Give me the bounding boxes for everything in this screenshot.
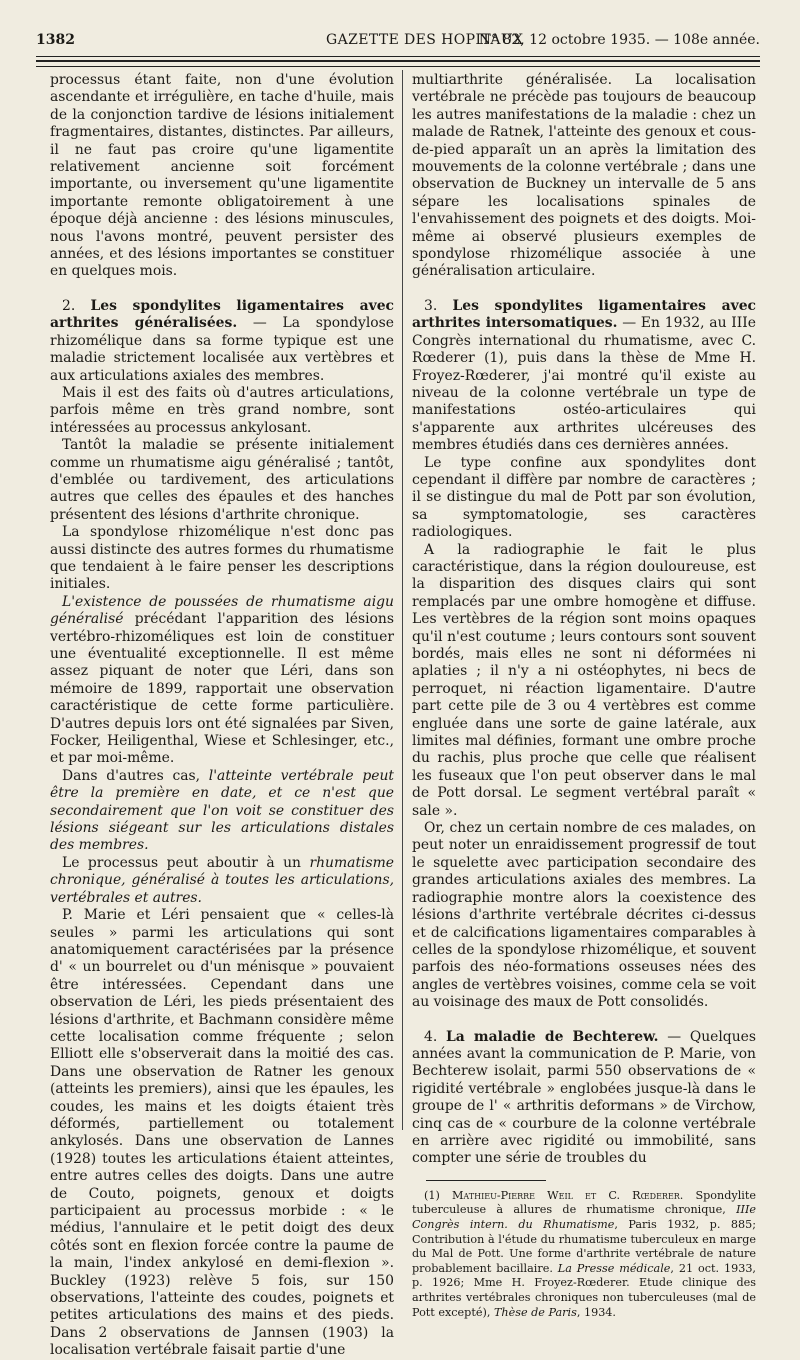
section-text: — En 1932, au IIIe Congrès international du rhumatisme, avec C. Rœderer (1), puis dans la thèse de Mme H. Froyez-Rœderer, j'ai montré qu'il existe au niveau de la colonne vertébrale un type de manifestations ostéo-articulaires qui s'apparente aux arthrites ulcéreuses des membres étudiés dans ces dernières années. xyxy=(412,315,756,454)
footnote-italic: La Presse médicale xyxy=(557,1261,671,1275)
paragraph: Mais il est des faits où d'autres articulations, parfois même en très grand nombre, sont intéressées au processus ankylosant. xyxy=(50,384,394,436)
paragraph: Or, chez un certain nombre de ces malades, on peut noter un enraidissement progressif de tout le squelette avec participation secondaire des grandes articulations axiales des membres. La radiographie montre alors la coexistence des lésions d'arthrite vertébrale décrites ci-dessus et de calcifications ligamentaires comparables à celles de la spondylose rhizomélique, et souvent parfois des néo-formations osseuses nées des angles de vertèbres voisines, comme cela se voit au voisinage des maux de Pott consolidés. xyxy=(412,820,756,1011)
paragraph xyxy=(50,855,394,907)
section-title: Les spondylites ligamentaires avec arthrites généralisées. xyxy=(50,297,394,332)
section-number: 3. xyxy=(424,297,438,314)
paragraph xyxy=(50,594,394,768)
column-divider xyxy=(402,70,403,1130)
paragraph: Tantôt la maladie se présente initialement comme un rhumatisme aigu généralisé ; tantôt, d'emblée ou tardivement, des articulations autres que celles des épaules et des hanches présentent des lésions d'arthrite chronique. xyxy=(50,437,394,523)
header-rule-bottom xyxy=(36,66,760,67)
section-number: 2. xyxy=(62,297,76,314)
paragraph-text: Le processus peut aboutir à un xyxy=(62,854,310,871)
issue-info: N° 82, 12 octobre 1935. — 108e année. xyxy=(478,32,760,48)
footnote-number: (1) xyxy=(424,1188,440,1202)
paragraph xyxy=(50,768,394,855)
running-header xyxy=(36,30,760,52)
paragraph-text: précédant l'apparition des lésions vertébro-rhizoméliques est loin de constituer une éventualité exceptionnelle. Il est même assez piquant de noter que Léri, dans son mémoire de 1899, rapportait une observation caractéristique de cette forme particulière. D'autres depuis lors ont été signalées par Siven, Focker, Heiligenthal, Wiese et Schlesinger, etc., et par moi-même. xyxy=(50,611,394,767)
left-column xyxy=(50,72,394,1360)
section-3 xyxy=(412,298,756,455)
italic-phrase: rhumatisme chronique, généralisé à toutes les articulations, vertébrales et autres. xyxy=(50,854,394,906)
footnote-italic: IIIe Congrès intern. du Rhumatisme xyxy=(412,1203,756,1231)
paragraph: Le type confine aux spondylites dont cependant il diffère par nombre de caractères ; il se distingue du mal de Pott par son évolution, sa symptomatologie, ses caractères radiologiques. xyxy=(412,454,756,541)
header-rule-top xyxy=(36,56,760,57)
footnote xyxy=(412,1189,756,1320)
section-number: 4. xyxy=(424,1028,438,1045)
paragraph: A la radiographie le fait le plus caractéristique, dans la région douloureuse, est la disparition des disques clairs qui sont remplacés par une ombre homogène et diffuse. Les vertèbres de la région sont moins opaques qu'il n'est coutume ; leurs contours sont souvent bordés, mais elles ne sont ni déformées ni aplaties ; il n'y a ni ostéophytes, ni becs de perroquet, ni réaction ligamentaire. D'autre part cette pile de 3 ou 4 vertèbres est comme engluée dans une sorte de gaine latérale, aux limites mal définies, formant une ombre proche du rachis, plus proche que celle que réalisent les fuseaux que l'on peut observer dans le mal de Pott dorsal. Le segment vertébral paraît « sale ». xyxy=(412,541,756,819)
paragraph: multiarthrite généralisée. La localisation vertébrale ne précède pas toujours de beaucoup les autres manifestations de la maladie : chez un malade de Ratnek, l'atteinte des genoux et cous-de-pied apparaît un an après la limitation des mouvements de la colonne vertébrale ; dans une observation de Buckney un intervalle de 5 ans sépare les localisations spinales de l'envahissement des poignets et des doigts. Moi-même ai observé plusieurs exemples de spondylose rhizomélique associée à une généralisation articulaire. xyxy=(412,72,756,280)
footnote-italic: Thèse de Paris xyxy=(493,1305,577,1319)
section-title: La maladie de Bechterew. xyxy=(446,1028,659,1045)
italic-phrase: l'atteinte vertébrale peut être la première en date, et ce n'est que secondairement que l'on voit se constituer des lésions siégeant sur les articulations distales des membres. xyxy=(50,767,394,854)
journal-title: GAZETTE DES HOPITAUX xyxy=(326,32,524,48)
footnote-text: , 21 oct. 1933, p. 1926; Mme H. Froyez-Rœderer. Etude clinique des arthrites vertébrales chroniques non tuberculeuses (mal de Pott excepté), xyxy=(412,1261,756,1319)
header-rule-middle xyxy=(36,60,760,62)
footnote-text: Spondylite tuberculeuse à allures de rhumatisme chronique, xyxy=(412,1188,756,1217)
paragraph-text: Dans d'autres cas, xyxy=(62,767,209,784)
section-text: — La spondylose rhizomélique dans sa forme typique est une maladie strictement localisée aux vertèbres et aux articulations axiales des membres. xyxy=(50,315,394,384)
right-column xyxy=(412,72,756,1320)
footnote-rule xyxy=(426,1180,546,1181)
page-number: 1382 xyxy=(36,32,75,48)
italic-phrase: L'existence de poussées de rhumatisme aigu généralisé xyxy=(50,593,394,628)
paragraph: P. Marie et Léri pensaient que « celles-là seules » parmi les articulations qui sont anatomiquement caractérisées par la présence d' « un bourrelet ou d'un ménisque » pouvaient être intéressées. Cependant dans une observation de Léri, les pieds présentaient des lésions d'arthrite, et Bachmann considère même cette localisation comme fréquente ; selon Elliott elle s'observerait dans la moitié des cas. Dans une observation de Ratner les genoux (atteints les premiers), ainsi que les épaules, les coudes, les mains et les doigts étaient très déformés, partiellement ou totalement ankylosés. Dans une observation de Lannes (1928) toutes les articulations étaient atteintes, entre autres celles des doigts. Dans une autre de Couto, poignets, genoux et doigts participaient au processus morbide : « le médius, l'annulaire et le petit doigt des deux côtés sont en flexion forcée contre la paume de la main, l'index ankylosé en demi-flexion ». Buckley (1923) relève 5 fois, sur 150 observations, l'atteinte des coudes, poignets et petites articulations des mains et des pieds. Dans 2 observations de Jannsen (1903) la localisation vertébrale faisait partie d'une xyxy=(50,907,394,1359)
section-text: — Quelques années avant la communication de P. Marie, von Bechterew isolait, parmi 550 observations de « rigidité vertébrale » englobées jusque-là dans le groupe de l' « arthritis deformans » de Virchow, cinq cas de « courbure de la colonne vertébrale en arrière avec rigidité ou immobilité, sans compter une série de troubles du xyxy=(412,1028,756,1167)
paragraph: La spondylose rhizomélique n'est donc pas aussi distincte des autres formes du rhumatisme que tendaient à le faire penser les descriptions initiales. xyxy=(50,524,394,593)
footnote-text: , 1934. xyxy=(576,1305,616,1319)
section-2 xyxy=(50,298,394,385)
section-title: Les spondylites ligamentaires avec arthrites intersomatiques. xyxy=(412,297,756,332)
footnote-text: , Paris 1932, p. 885; Contribution à l'étude du rhumatisme tuberculeux en marge du Mal de Pott. Une forme d'arthrite vertébrale de nature probablement bacillaire. xyxy=(412,1217,756,1275)
paragraph: processus étant faite, non d'une évolution ascendante et irrégulière, en tache d'huile, mais de la conjonction tardive de lésions initialement fragmentaires, distantes, distinctes. Par ailleurs, il ne faut pas croire qu'une ligamentite relativement ancienne soit forcément importante, ou inversement qu'une ligamentite importante remonte obligatoirement à une époque déjà ancienne : des lésions minuscules, nous l'avons montré, peuvent persister des années, et des lésions importantes se constituer en quelques mois. xyxy=(50,72,394,280)
footnote-authors: Mathieu-Pierre Weil et C. Rœderer. xyxy=(451,1188,684,1202)
